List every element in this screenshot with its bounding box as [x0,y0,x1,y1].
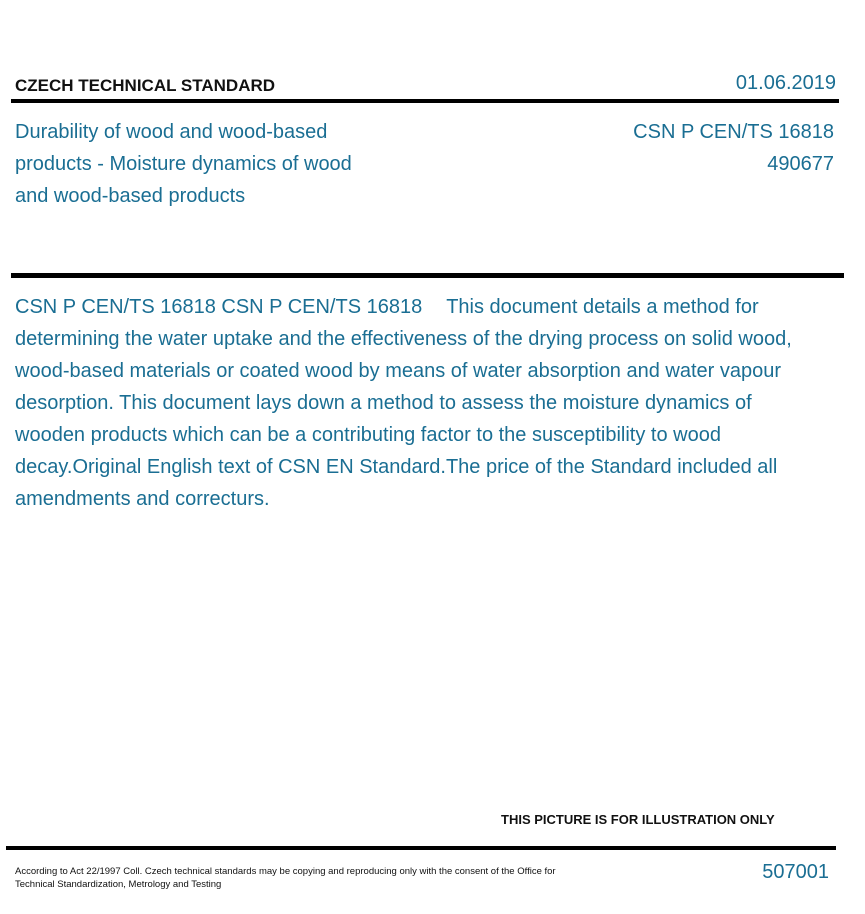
header-divider [11,99,839,103]
standard-code: CSN P CEN/TS 16818 [633,121,834,143]
publication-date: 01.06.2019 [735,72,836,94]
footer-divider [6,846,836,850]
standard-codes [633,116,834,180]
standard-title: Durability of wood and wood-based products - Moisture dynamics of wood and wood-based products [15,121,352,207]
document-type-label: CZECH TECHNICAL STANDARD [15,76,276,95]
standard-description [15,291,823,515]
illustration-note: THIS PICTURE IS FOR ILLUSTRATION ONLY [501,812,775,827]
price-code: 507001 [762,861,829,883]
description-text: This document details a method for determining the water uptake and the effectiveness of the drying process on solid wood, wood-based materials or coated wood by means of water absorption and water vapour desorption. This document lays down a method to assess the moisture dynamics of wooden products which can be a contributing factor to the susceptibility to wood decay.Original English text of CSN EN Standard.The price of the Standard included all amendments and correcturs. [15,296,792,510]
section-divider [11,273,844,278]
catalog-number: 490677 [767,153,834,175]
description-codes: CSN P CEN/TS 16818 CSN P CEN/TS 16818 [15,296,423,318]
legal-notice: According to Act 22/1997 Coll. Czech technical standards may be copying and reproducing only with the consent of the Office for Technical Standardization, Metrology and Testing [15,866,556,890]
